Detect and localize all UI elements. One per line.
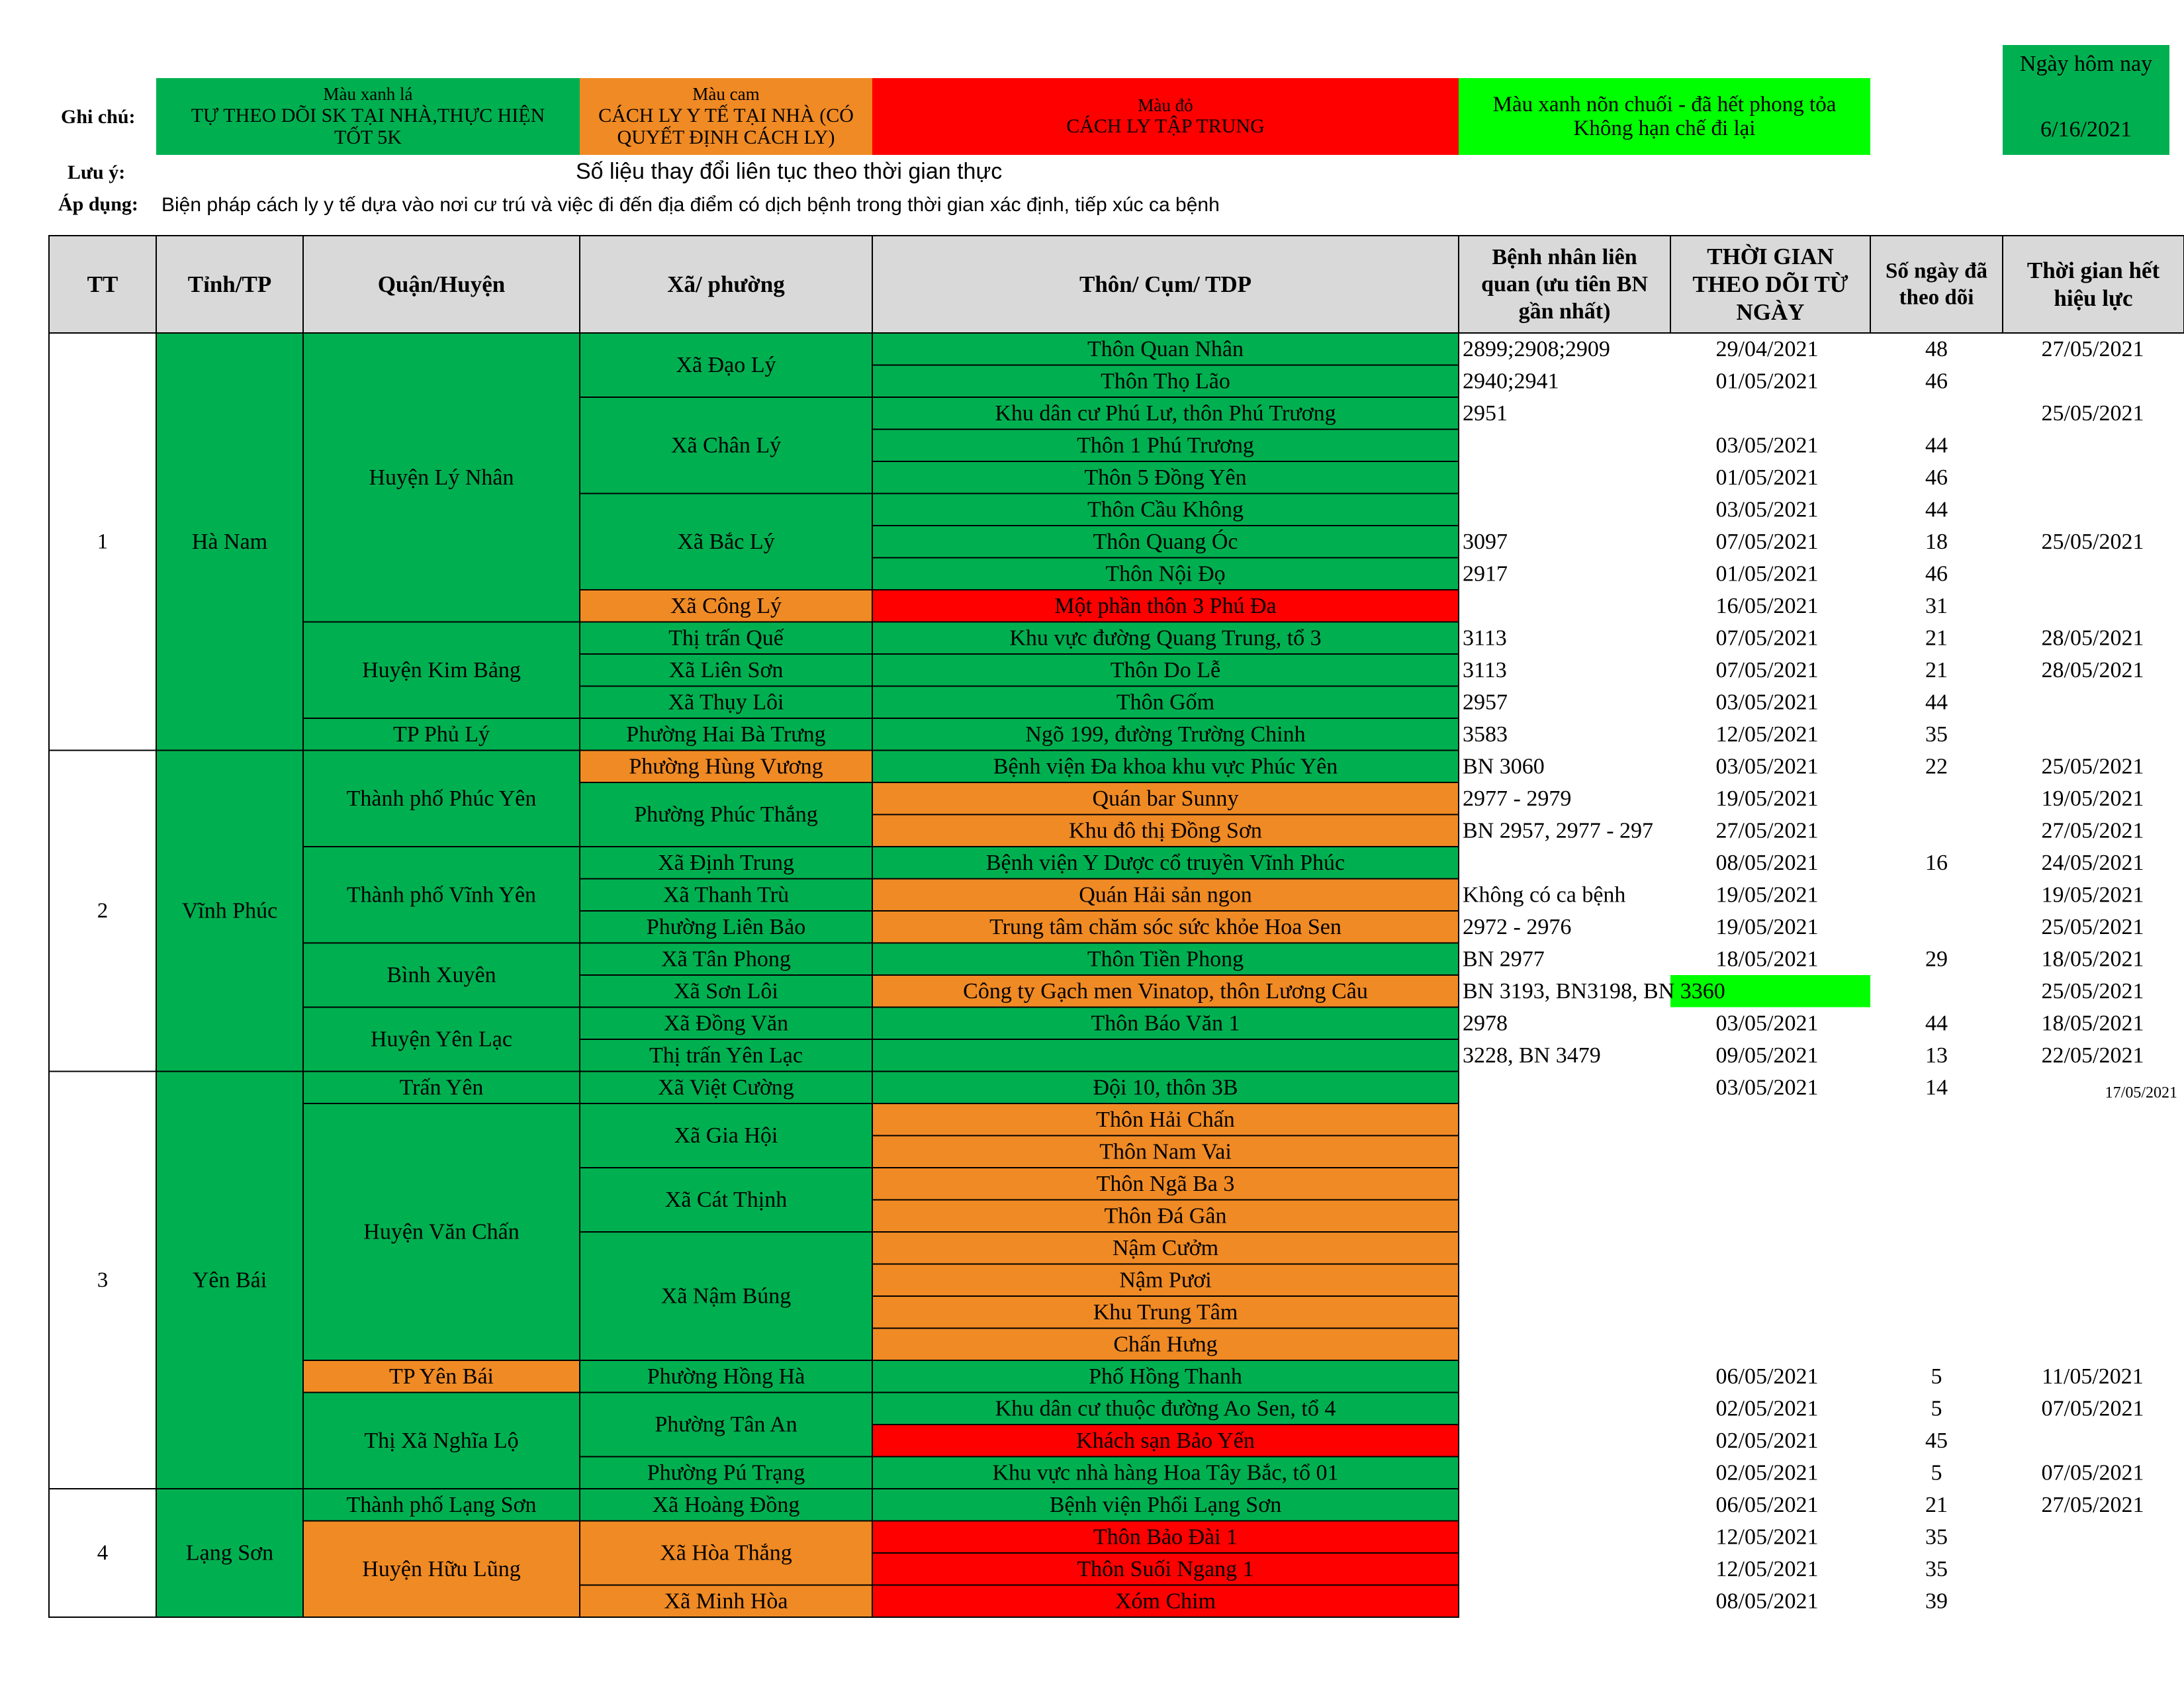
- days-count: 22: [1925, 754, 1948, 779]
- end-date: 24/05/2021: [2041, 850, 2144, 875]
- end-date: 25/05/2021: [2041, 529, 2144, 554]
- thon-name: Trung tâm chăm sóc sức khỏe Hoa Sen: [989, 914, 1342, 939]
- patient-ids: 2978: [1463, 1011, 1508, 1036]
- patient-ids: 2957: [1463, 690, 1508, 715]
- province-name: Vĩnh Phúc: [181, 898, 278, 923]
- commune-name: Xã Việt Cường: [658, 1075, 794, 1100]
- thon-name: Thôn 5 Đồng Yên: [1084, 465, 1247, 490]
- thon-name: Thôn Bảo Đài 1: [1093, 1524, 1238, 1550]
- patient-ids: 3113: [1463, 657, 1507, 682]
- district-name: Trấn Yên: [399, 1075, 484, 1100]
- today-value: 6/16/2021: [2040, 117, 2132, 142]
- thon-name: Thôn Do Lễ: [1110, 657, 1221, 682]
- end-date: 28/05/2021: [2041, 657, 2144, 682]
- days-count: 5: [1931, 1396, 1942, 1421]
- days-count: 5: [1931, 1364, 1942, 1389]
- start-date: 07/05/2021: [1715, 626, 1819, 651]
- thon-name: Thôn Nội Đọ: [1105, 561, 1226, 586]
- thon-name: Thôn Hải Chấn: [1096, 1107, 1235, 1132]
- commune-name: Phường Pú Trạng: [647, 1460, 805, 1485]
- district-name: Thị Xã Nghĩa Lộ: [364, 1428, 519, 1453]
- header-het-hieu-luc-line: Thời gian hết: [2026, 258, 2160, 283]
- end-date: 19/05/2021: [2041, 786, 2144, 811]
- days-count: 5: [1931, 1460, 1942, 1485]
- commune-name: Xã Nậm Búng: [660, 1284, 792, 1309]
- start-date: 03/05/2021: [1715, 1075, 1819, 1100]
- days-count: 48: [1925, 336, 1948, 361]
- end-date: 28/05/2021: [2041, 626, 2144, 651]
- end-date: 27/05/2021: [2041, 818, 2144, 843]
- start-date: 01/05/2021: [1715, 561, 1819, 586]
- thon-name: Một phần thôn 3 Phú Đa: [1054, 593, 1277, 618]
- commune-name: Xã Thanh Trù: [662, 882, 790, 908]
- district-name: Huyện Hữu Lũng: [362, 1556, 521, 1581]
- start-date: 06/05/2021: [1715, 1364, 1819, 1389]
- days-count: 39: [1925, 1589, 1948, 1614]
- header-so-ngay-line: Số ngày đã: [1885, 259, 1988, 283]
- patient-ids: BN 3193, BN3198, BN 3360: [1463, 978, 1725, 1004]
- legend-red-title: Màu đỏ: [1138, 95, 1193, 115]
- start-date: 12/05/2021: [1715, 1556, 1819, 1581]
- days-count: 46: [1925, 465, 1948, 490]
- patient-ids: 2951: [1463, 400, 1508, 426]
- commune-name: Xã Cát Thịnh: [664, 1188, 788, 1212]
- thon-name: Thôn Cầu Không: [1087, 497, 1244, 522]
- start-date: 19/05/2021: [1715, 786, 1819, 811]
- start-date: 03/05/2021: [1715, 433, 1819, 458]
- end-date: 27/05/2021: [2041, 336, 2144, 361]
- end-date: 18/05/2021: [2041, 947, 2144, 972]
- header-xa: Xã/ phường: [667, 271, 785, 297]
- commune-name: Phường Tân An: [655, 1412, 797, 1437]
- district-name: TP Phủ Lý: [392, 722, 490, 747]
- end-date: 22/05/2021: [2041, 1043, 2144, 1068]
- legend-green-title: Màu xanh lá: [323, 84, 413, 105]
- commune-name: Xã Hòa Thắng: [660, 1540, 792, 1566]
- thon-name: Thôn 1 Phú Trương: [1077, 433, 1254, 458]
- start-date: 01/05/2021: [1715, 465, 1819, 490]
- luu-y-text: Số liệu thay đổi liên tục theo thời gian thực: [576, 159, 1003, 184]
- ap-dung-label: Áp dụng:: [58, 193, 138, 215]
- commune-name: Phường Hai Bà Trưng: [626, 722, 826, 747]
- tt-number: 1: [97, 530, 109, 554]
- thon-name: Ngõ 199, đường Trường Chinh: [1025, 722, 1306, 747]
- patient-ids: BN 2977: [1463, 947, 1545, 972]
- province-name: Hà Nam: [191, 529, 268, 554]
- header-het-hieu-luc-line: hiệu lực: [2054, 285, 2133, 311]
- thon-name: Khu đô thị Đồng Sơn: [1069, 818, 1262, 843]
- start-date: 09/05/2021: [1715, 1043, 1819, 1068]
- thon-name: Thôn Ngã Ba 3: [1096, 1171, 1235, 1196]
- days-count: 45: [1925, 1428, 1948, 1453]
- days-count: 21: [1925, 1492, 1948, 1517]
- commune-name: Xã Tân Phong: [661, 947, 791, 972]
- patient-ids: Không có ca bệnh: [1463, 882, 1626, 908]
- start-date: 19/05/2021: [1715, 882, 1819, 908]
- days-count: 31: [1925, 593, 1948, 618]
- end-date: 25/05/2021: [2041, 400, 2144, 426]
- end-date: 07/05/2021: [2041, 1460, 2144, 1485]
- end-date: 11/05/2021: [2042, 1364, 2144, 1389]
- commune-name: Xã Sơn Lôi: [674, 978, 778, 1004]
- thon-name: Thôn Quang Óc: [1093, 529, 1238, 554]
- patient-ids: 2972 - 2976: [1463, 914, 1572, 939]
- patient-ids: BN 3060: [1463, 754, 1545, 779]
- patient-ids: 3113: [1463, 626, 1507, 651]
- today-label: Ngày hôm nay: [2019, 52, 2153, 76]
- header-quan: Quận/Huyện: [377, 271, 506, 297]
- start-date: 27/05/2021: [1715, 818, 1819, 843]
- start-date: 08/05/2021: [1715, 850, 1819, 875]
- end-date: 25/05/2021: [2041, 914, 2144, 939]
- end-date: 18/05/2021: [2041, 1011, 2144, 1036]
- commune-name: Xã Công Lý: [670, 593, 782, 618]
- days-count: 35: [1925, 722, 1948, 747]
- start-date: 03/05/2021: [1715, 754, 1819, 779]
- header-thon: Thôn/ Cụm/ TDP: [1079, 271, 1251, 297]
- commune-name: Xã Gia Hội: [674, 1123, 778, 1148]
- header-benh-nhan-line: Bệnh nhân liên: [1492, 245, 1637, 270]
- start-date: 07/05/2021: [1715, 657, 1819, 682]
- header-so-ngay-line: theo dõi: [1899, 285, 1974, 310]
- days-count: 16: [1925, 850, 1948, 875]
- thon-name: Thôn Tiền Phong: [1087, 947, 1244, 972]
- start-date: 16/05/2021: [1715, 593, 1819, 618]
- legend-green-text: TỰ THEO DÕI SK TẠI NHÀ,THỰC HIỆN TỐT 5K: [191, 104, 545, 148]
- header-tt: TT: [87, 271, 118, 297]
- start-date: 29/04/2021: [1715, 336, 1819, 361]
- ap-dung-text: Biện pháp cách ly y tế dựa vào nơi cư trú và việc đi đến địa điểm có dịch bệnh trong thời gian xác định, tiếp xúc ca bệnh: [161, 194, 1220, 216]
- thon-name: Nậm Pươi: [1119, 1268, 1212, 1293]
- end-date: 27/05/2021: [2041, 1492, 2144, 1517]
- thon-name: Bệnh viện Y Dược cổ truyền Vĩnh Phúc: [985, 850, 1345, 875]
- commune-name: Xã Bắc Lý: [677, 529, 775, 554]
- start-date: 03/05/2021: [1715, 497, 1819, 522]
- thon-name: Thôn Suối Ngang 1: [1077, 1556, 1254, 1581]
- tt-number: 3: [97, 1268, 109, 1292]
- patient-ids: 3097: [1463, 529, 1508, 554]
- commune-name: Xã Minh Hòa: [664, 1589, 788, 1614]
- days-count: 44: [1925, 433, 1948, 458]
- commune-name: Xã Chân Lý: [670, 433, 782, 458]
- thon-name: Khách sạn Bảo Yến: [1076, 1428, 1255, 1453]
- ghi-chu-label: Ghi chú:: [61, 106, 136, 128]
- header-benh-nhan-line: quan (ưu tiên BN: [1481, 272, 1648, 297]
- commune-name: Xã Thụy Lôi: [668, 690, 784, 715]
- district-name: Thành phố Phúc Yên: [346, 786, 537, 811]
- patient-ids: 2899;2908;2909: [1463, 336, 1610, 361]
- header-tinh: Tỉnh/TP: [187, 271, 272, 297]
- end-date: 25/05/2021: [2041, 754, 2144, 779]
- start-date: 06/05/2021: [1715, 1492, 1819, 1517]
- district-name: Huyện Lý Nhân: [369, 465, 514, 490]
- thon-name: Thôn Thọ Lão: [1101, 369, 1230, 394]
- end-date: 19/05/2021: [2041, 882, 2144, 908]
- patient-ids: 3228, BN 3479: [1463, 1043, 1601, 1068]
- thon-name: Chấn Hưng: [1113, 1332, 1218, 1357]
- thon-name: Bệnh viện Phổi Lạng Sơn: [1049, 1492, 1282, 1517]
- district-name: TP Yên Bái: [388, 1364, 494, 1389]
- days-count: 29: [1925, 947, 1948, 972]
- days-count: 13: [1925, 1043, 1948, 1068]
- district-name: Huyện Văn Chấn: [363, 1219, 520, 1244]
- days-count: 44: [1925, 497, 1948, 522]
- thon-name: Khu dân cư Phú Lư, thôn Phú Trương: [995, 400, 1336, 426]
- days-count: 44: [1925, 690, 1948, 715]
- thon-name: Bệnh viện Đa khoa khu vực Phúc Yên: [993, 754, 1338, 779]
- commune-name: Xã Định Trung: [658, 850, 794, 875]
- start-date: 08/05/2021: [1715, 1589, 1819, 1614]
- start-date: 12/05/2021: [1715, 1524, 1819, 1550]
- end-date: 25/05/2021: [2041, 978, 2144, 1004]
- start-date: 12/05/2021: [1715, 722, 1819, 747]
- thon-name: Thôn Quan Nhân: [1087, 336, 1244, 361]
- province-name: Yên Bái: [192, 1268, 267, 1293]
- patient-ids: 2940;2941: [1463, 369, 1559, 394]
- days-count: 46: [1925, 369, 1948, 394]
- commune-name: Xã Đạo Lý: [676, 353, 776, 377]
- tt-number: 4: [97, 1541, 109, 1565]
- commune-name: Xã Hoàng Đồng: [652, 1492, 800, 1517]
- header-thoi-gian-line: THỜI GIAN: [1707, 244, 1834, 269]
- district-name: Huyện Kim Bảng: [362, 657, 521, 682]
- days-count: 21: [1925, 657, 1948, 682]
- days-count: 21: [1925, 626, 1948, 651]
- header-thoi-gian-line: NGÀY: [1736, 299, 1805, 325]
- legend-bright-green-line2: Không hạn chế đi lại: [1573, 117, 1756, 140]
- commune-name: Phường Hùng Vương: [629, 754, 823, 779]
- patient-ids: 2917: [1463, 561, 1508, 586]
- thon-name: Nậm Cưởm: [1112, 1235, 1219, 1260]
- commune-name: Xã Đồng Văn: [663, 1011, 789, 1036]
- patient-ids: 3583: [1463, 722, 1508, 747]
- commune-name: Phường Hồng Hà: [647, 1364, 805, 1389]
- start-date: 02/05/2021: [1715, 1460, 1819, 1485]
- legend-orange-text: CÁCH LY Y TẾ TẠI NHÀ (CÓ QUYẾT ĐỊNH CÁCH LY): [598, 104, 854, 148]
- legend-orange-title: Màu cam: [692, 84, 760, 105]
- commune-name: Thị trấn Yên Lạc: [649, 1043, 803, 1068]
- thon-cell: [872, 1039, 1459, 1072]
- commune-name: Xã Liên Sơn: [668, 657, 784, 682]
- start-date: 07/05/2021: [1715, 529, 1819, 554]
- thon-name: Công ty Gạch men Vinatop, thôn Lương Câu: [963, 978, 1368, 1004]
- days-count: 35: [1925, 1556, 1948, 1581]
- tt-number: 2: [97, 899, 109, 923]
- thon-name: Khu vực đường Quang Trung, tổ 3: [1009, 626, 1322, 651]
- end-date: 17/05/2021: [2105, 1084, 2177, 1102]
- thon-name: Khu Trung Tâm: [1093, 1299, 1238, 1325]
- thon-name: Thôn Nam Vai: [1099, 1139, 1232, 1164]
- days-count: 14: [1925, 1075, 1948, 1100]
- header-thoi-gian-line: THEO DÕI TỪ: [1692, 271, 1848, 297]
- thon-name: Quán Hải sản ngon: [1079, 882, 1252, 908]
- thon-name: Khu vực nhà hàng Hoa Tây Bắc, tổ 01: [992, 1460, 1339, 1485]
- province-name: Lạng Sơn: [185, 1540, 274, 1566]
- start-date: 02/05/2021: [1715, 1396, 1819, 1421]
- district-name: Thành phố Vĩnh Yên: [346, 882, 537, 908]
- legend-red-text: CÁCH LY TẬP TRUNG: [1066, 115, 1265, 138]
- commune-name: Thị trấn Quế: [668, 626, 784, 651]
- days-count: 18: [1925, 529, 1948, 554]
- district-name: Thành phố Lạng Sơn: [346, 1492, 537, 1517]
- start-date: 18/05/2021: [1715, 947, 1819, 972]
- thon-name: Thôn Báo Văn 1: [1091, 1011, 1240, 1036]
- start-date: 03/05/2021: [1715, 1011, 1819, 1036]
- patient-ids: 2977 - 2979: [1463, 786, 1572, 811]
- luu-y-label: Lưu ý:: [68, 162, 126, 183]
- thon-name: Xóm Chim: [1115, 1589, 1216, 1614]
- thon-name: Khu dân cư thuộc đường Ao Sen, tổ 4: [995, 1396, 1336, 1421]
- thon-name: Quán bar Sunny: [1092, 786, 1239, 811]
- thon-name: Thôn Đá Gân: [1104, 1203, 1227, 1229]
- days-count: 44: [1925, 1011, 1948, 1036]
- end-date: 07/05/2021: [2041, 1396, 2144, 1421]
- legend-bright-green-line1: Màu xanh nõn chuối - đã hết phong tỏa: [1492, 92, 1837, 117]
- start-date: 01/05/2021: [1715, 369, 1819, 394]
- days-count: 35: [1925, 1524, 1948, 1550]
- start-date: 19/05/2021: [1715, 914, 1819, 939]
- start-date: 02/05/2021: [1715, 1428, 1819, 1453]
- district-name: Bình Xuyên: [387, 962, 496, 988]
- thon-name: Thôn Gốm: [1116, 690, 1215, 715]
- header-benh-nhan-line: gần nhất): [1518, 299, 1611, 324]
- district-name: Huyện Yên Lạc: [371, 1027, 512, 1052]
- thon-name: Phố Hồng Thanh: [1089, 1364, 1242, 1389]
- commune-name: Phường Phúc Thắng: [634, 802, 818, 827]
- thon-name: Đội 10, thôn 3B: [1093, 1075, 1238, 1100]
- start-date: 03/05/2021: [1715, 690, 1819, 715]
- commune-name: Phường Liên Bảo: [646, 914, 806, 939]
- patient-ids: BN 2957, 2977 - 297: [1463, 818, 1654, 843]
- days-count: 46: [1925, 561, 1948, 586]
